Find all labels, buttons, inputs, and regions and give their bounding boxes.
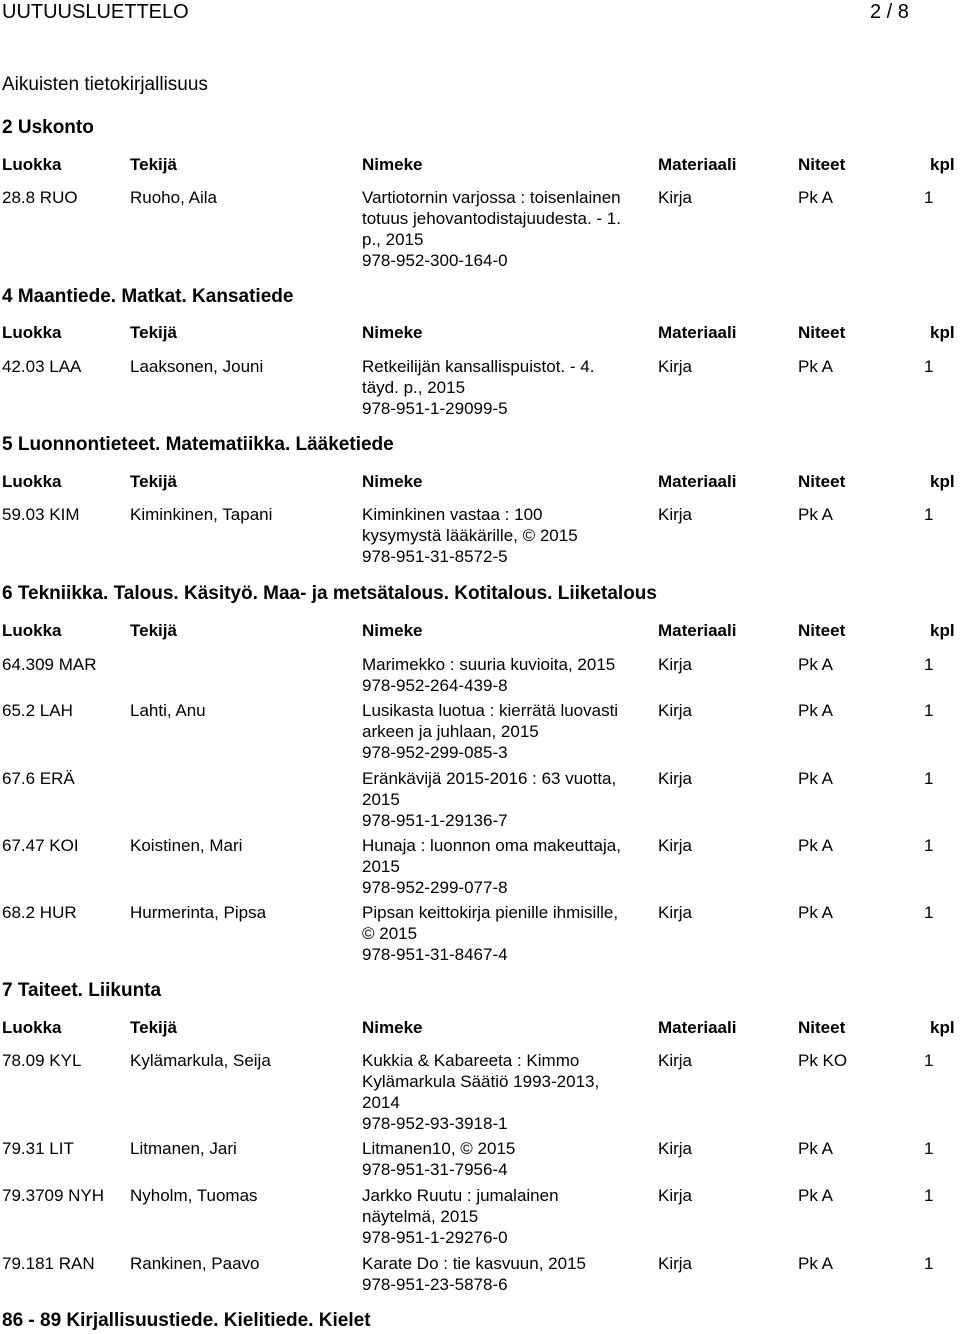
nimeke-line: 2015 [362,857,400,876]
column-header-kpl: kpl [930,323,955,342]
column-header-nimeke: Nimeke [362,323,423,342]
column-header-niteet: Niteet [798,1018,846,1037]
cell-nimeke [362,504,578,567]
cell-kpl: 1 [924,357,934,376]
column-header-materiaali: Materiaali [658,323,737,342]
cell-tekija: Rankinen, Paavo [130,1254,260,1273]
cell-niteet: Pk A [798,505,833,524]
column-header-tekija: Tekijä [130,472,177,491]
column-header-tekija: Tekijä [130,155,177,174]
cell-luokka: 67.47 KOI [2,836,79,855]
cell-niteet: Pk A [798,357,833,376]
nimeke-line: Kukkia & Kabareeta : Kimmo [362,1051,580,1070]
column-header-kpl: kpl [930,155,955,174]
cell-niteet: Pk A [798,769,833,788]
cell-nimeke [362,1185,559,1248]
nimeke-line: © 2015 [362,924,418,943]
cell-nimeke [362,768,616,831]
cell-luokka: 79.3709 NYH [2,1186,105,1205]
column-header-kpl: kpl [930,472,955,491]
column-header-niteet: Niteet [798,323,846,342]
column-header-nimeke: Nimeke [362,1018,423,1037]
cell-luokka: 79.181 RAN [2,1254,95,1273]
cell-kpl: 1 [924,1139,934,1158]
cell-kpl: 1 [924,505,934,524]
cell-materiaali: Kirja [658,357,693,376]
nimeke-line: Litmanen10, © 2015 [362,1139,516,1158]
nimeke-line: 978-952-299-077-8 [362,878,508,897]
cell-niteet: Pk A [798,701,833,720]
column-header-tekija: Tekijä [130,621,177,640]
cell-nimeke [362,1253,586,1295]
nimeke-line: 978-952-93-3918-1 [362,1114,508,1133]
cell-materiaali: Kirja [658,1051,693,1070]
cell-materiaali: Kirja [658,1254,693,1273]
column-header-luokka: Luokka [2,155,62,174]
nimeke-line: 978-951-1-29136-7 [362,811,508,830]
nimeke-line: totuus jehovantodistajuudesta. - 1. [362,209,621,228]
cell-luokka: 65.2 LAH [2,701,73,720]
cell-nimeke [362,902,618,965]
cell-niteet: Pk A [798,836,833,855]
nimeke-line: 978-951-31-8467-4 [362,945,508,964]
cell-niteet: Pk A [798,1254,833,1273]
cell-materiaali: Kirja [658,188,693,207]
cell-kpl: 1 [924,903,934,922]
category-title: Aikuisten tietokirjallisuus [2,74,208,95]
cell-tekija: Lahti, Anu [130,701,206,720]
cell-kpl: 1 [924,188,934,207]
cell-luokka: 68.2 HUR [2,903,77,922]
cell-luokka: 79.31 LIT [2,1139,74,1158]
cell-luokka: 78.09 KYL [2,1051,82,1070]
nimeke-line: 2014 [362,1093,400,1112]
nimeke-line: täyd. p., 2015 [362,378,466,397]
cell-kpl: 1 [924,1051,934,1070]
nimeke-line: Kylämarkula Säätiö 1993-2013, [362,1072,600,1091]
column-header-niteet: Niteet [798,472,846,491]
column-header-tekija: Tekijä [130,323,177,342]
cell-nimeke [362,700,618,763]
nimeke-line: Eränkävijä 2015-2016 : 63 vuotta, [362,769,617,788]
cell-tekija: Litmanen, Jari [130,1139,237,1158]
cell-niteet: Pk A [798,903,833,922]
nimeke-line: Karate Do : tie kasvuun, 2015 [362,1254,586,1273]
column-header-nimeke: Nimeke [362,472,423,491]
nimeke-line: Marimekko : suuria kuvioita, 2015 [362,655,616,674]
column-header-niteet: Niteet [798,621,846,640]
column-header-materiaali: Materiaali [658,472,737,491]
cell-materiaali: Kirja [658,655,693,674]
cell-tekija: Koistinen, Mari [130,836,243,855]
nimeke-line: Vartiotornin varjossa : toisenlainen [362,188,621,207]
cell-kpl: 1 [924,701,934,720]
column-header-luokka: Luokka [2,323,62,342]
column-header-materiaali: Materiaali [658,1018,737,1037]
cell-luokka: 67.6 ERÄ [2,769,75,788]
cell-luokka: 59.03 KIM [2,505,80,524]
column-header-materiaali: Materiaali [658,621,737,640]
nimeke-line: arkeen ja juhlaan, 2015 [362,722,539,741]
nimeke-line: Retkeilijän kansallispuistot. - 4. [362,357,595,376]
cell-materiaali: Kirja [658,701,693,720]
cell-nimeke [362,1050,599,1134]
nimeke-line: näytelmä, 2015 [362,1207,479,1226]
nimeke-line: 978-952-264-439-8 [362,676,508,695]
cell-kpl: 1 [924,655,934,674]
page-number: 2 / 8 [870,1,909,23]
section-title: 4 Maantiede. Matkat. Kansatiede [2,286,294,307]
nimeke-line: 978-952-300-164-0 [362,251,508,270]
column-header-materiaali: Materiaali [658,155,737,174]
cell-niteet: Pk A [798,655,833,674]
cell-materiaali: Kirja [658,903,693,922]
cell-nimeke [362,1138,515,1180]
cell-materiaali: Kirja [658,1186,693,1205]
column-header-kpl: kpl [930,621,955,640]
section-title: 7 Taiteet. Liikunta [2,980,162,1001]
cell-luokka: 42.03 LAA [2,357,82,376]
column-header-nimeke: Nimeke [362,155,423,174]
cell-niteet: Pk A [798,1186,833,1205]
nimeke-line: Pipsan keittokirja pienille ihmisille, [362,903,619,922]
nimeke-line: 2015 [362,790,400,809]
cell-kpl: 1 [924,769,934,788]
cell-materiaali: Kirja [658,505,693,524]
nimeke-line: Hunaja : luonnon oma makeuttaja, [362,836,621,855]
section-title: 2 Uskonto [2,117,94,138]
cell-materiaali: Kirja [658,769,693,788]
column-header-luokka: Luokka [2,621,62,640]
column-header-nimeke: Nimeke [362,621,423,640]
cell-materiaali: Kirja [658,836,693,855]
nimeke-line: 978-951-1-29276-0 [362,1228,508,1247]
column-header-luokka: Luokka [2,1018,62,1037]
column-header-niteet: Niteet [798,155,846,174]
cell-nimeke [362,187,621,271]
nimeke-line: 978-951-1-29099-5 [362,399,508,418]
cell-tekija: Hurmerinta, Pipsa [130,903,267,922]
nimeke-line: 978-952-299-085-3 [362,743,508,762]
cell-kpl: 1 [924,1186,934,1205]
cell-kpl: 1 [924,1254,934,1273]
nimeke-line: Lusikasta luotua : kierrätä luovasti [362,701,619,720]
cell-tekija: Kylämarkula, Seija [130,1051,271,1070]
cell-niteet: Pk A [798,1139,833,1158]
cell-tekija: Ruoho, Aila [130,188,217,207]
document-title: UUTUUSLUETTELO [2,1,189,23]
nimeke-line: 978-951-31-8572-5 [362,547,508,566]
section-title: 6 Tekniikka. Talous. Käsityö. Maa- ja metsätalous. Kotitalous. Liiketalous [2,583,657,604]
cell-materiaali: Kirja [658,1139,693,1158]
cell-nimeke [362,835,621,898]
nimeke-line: 978-951-23-5878-6 [362,1275,508,1294]
cell-kpl: 1 [924,836,934,855]
nimeke-line: Kiminkinen vastaa : 100 [362,505,543,524]
column-header-kpl: kpl [930,1018,955,1037]
column-header-tekija: Tekijä [130,1018,177,1037]
nimeke-line: p., 2015 [362,230,424,249]
cell-niteet: Pk KO [798,1051,848,1070]
cell-niteet: Pk A [798,188,833,207]
nimeke-line: 978-951-31-7956-4 [362,1160,508,1179]
cell-luokka: 28.8 RUO [2,188,78,207]
cell-nimeke [362,356,594,419]
cell-luokka: 64.309 MAR [2,655,97,674]
cell-tekija: Laaksonen, Jouni [130,357,264,376]
section-title: 5 Luonnontieteet. Matematiikka. Lääketiede [2,434,394,455]
column-header-luokka: Luokka [2,472,62,491]
section-title: 86 - 89 Kirjallisuustiede. Kielitiede. Kielet [2,1310,371,1331]
nimeke-line: kysymystä lääkärille, © 2015 [362,526,578,545]
cell-tekija: Nyholm, Tuomas [130,1186,258,1205]
nimeke-line: Jarkko Ruutu : jumalainen [362,1186,559,1205]
cell-tekija: Kiminkinen, Tapani [130,505,273,524]
cell-nimeke [362,654,615,696]
